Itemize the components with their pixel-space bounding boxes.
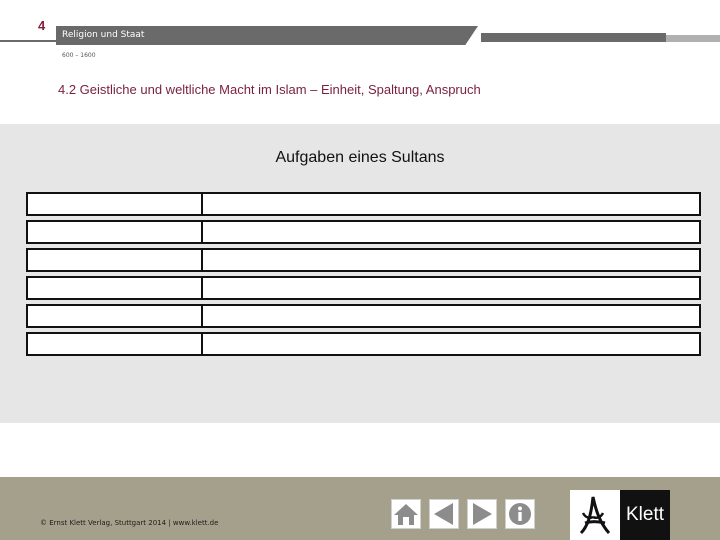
logo-text: Klett <box>620 490 670 540</box>
klett-logo <box>570 490 670 540</box>
table-cell-right[interactable] <box>203 304 701 328</box>
klett-emblem-icon <box>570 490 620 540</box>
info-icon <box>507 501 533 527</box>
table-cell-left[interactable] <box>26 192 203 216</box>
home-icon <box>393 502 419 526</box>
table-cell-right[interactable] <box>203 192 701 216</box>
section-title: 4.2 Geistliche und weltliche Macht im Islam – Einheit, Spaltung, Anspruch <box>58 82 481 97</box>
table-row <box>26 192 701 216</box>
table-cell-right[interactable] <box>203 220 701 244</box>
table-row <box>26 304 701 328</box>
page-number: 4 <box>38 18 46 33</box>
next-button[interactable] <box>467 499 497 529</box>
header-bar-right-accent <box>666 35 720 42</box>
table-cell-right[interactable] <box>203 248 701 272</box>
info-button[interactable] <box>505 499 535 529</box>
arrow-right-icon <box>469 501 495 527</box>
table-cell-left[interactable] <box>26 276 203 300</box>
table-title: Aufgaben eines Sultans <box>275 149 445 166</box>
previous-button[interactable] <box>429 499 459 529</box>
header-bar-right <box>481 33 666 42</box>
table-cell-right[interactable] <box>203 332 701 356</box>
table-cell-left[interactable] <box>26 220 203 244</box>
home-button[interactable] <box>391 499 421 529</box>
table-row <box>26 220 701 244</box>
table-row <box>26 332 701 356</box>
header-divider <box>0 40 60 42</box>
chapter-title: Religion und Staat <box>62 30 145 40</box>
task-table <box>26 192 701 360</box>
arrow-left-icon <box>431 501 457 527</box>
table-cell-right[interactable] <box>203 276 701 300</box>
table-cell-left[interactable] <box>26 332 203 356</box>
table-row <box>26 248 701 272</box>
table-cell-left[interactable] <box>26 304 203 328</box>
table-cell-left[interactable] <box>26 248 203 272</box>
copyright-notice: © Ernst Klett Verlag, Stuttgart 2014 | www.klett.de <box>40 519 219 527</box>
table-row <box>26 276 701 300</box>
epoch-label: 600 – 1600 <box>62 52 96 59</box>
